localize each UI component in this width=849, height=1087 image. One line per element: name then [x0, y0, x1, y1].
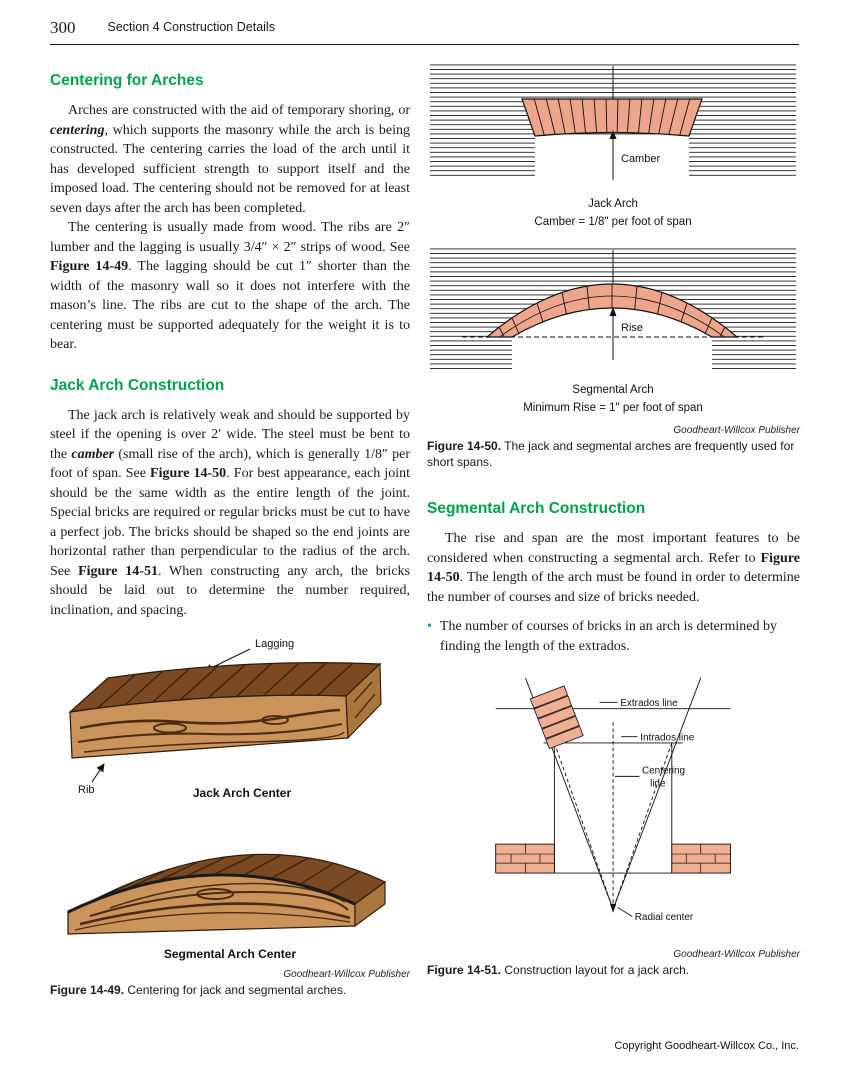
jack-arch-subtitle: Camber = 1/8" per foot of span — [534, 216, 692, 228]
centering-label-line1: Centering — [641, 765, 685, 777]
figure-14-50 — [427, 58, 800, 470]
figure-14-49-caption — [50, 983, 410, 999]
figure-14-49 — [50, 632, 410, 999]
caption-label: Figure 14-49. — [50, 983, 125, 997]
header-rule — [50, 44, 799, 45]
figure-14-50-caption — [427, 439, 800, 470]
bullet-item — [427, 617, 800, 656]
radial-center-label: Radial center — [634, 912, 693, 923]
figure-14-49-credit: Goodheart-Willcox Publisher — [283, 969, 410, 980]
bullet-text: The number of courses of bricks in an arch is determined by finding the length of the extrados. — [439, 619, 777, 654]
right-column — [427, 58, 800, 979]
caption-text: Centering for jack and segmental arches. — [124, 983, 347, 997]
caption-text: Construction layout for a jack arch. — [501, 963, 690, 977]
copyright-footer: Copyright Goodheart-Willcox Co., Inc. — [614, 1040, 799, 1052]
centering-label-line2: line — [649, 778, 666, 790]
right-pier — [671, 844, 730, 873]
bullet-marker: • — [427, 619, 432, 634]
heading-segmental-arch-construction: Segmental Arch Construction — [427, 500, 646, 517]
segmental-arch-subtitle: Minimum Rise = 1" per foot of span — [523, 402, 703, 414]
paragraph-4: The rise and span are the most important features to be considered when constructing a segmental arch. Refer to Figure 14-50. The length of the arch must be found in order to determine the number of courses and size of bricks needed. — [427, 531, 800, 605]
camber-label: Camber — [621, 153, 661, 165]
heading-jack-arch-construction: Jack Arch Construction — [50, 376, 225, 394]
figure-14-51-caption — [427, 963, 800, 979]
segmental-arch-center-title: Segmental Arch Center — [163, 947, 297, 961]
caption-text: The jack and segmental arches are frequently used for short spans. — [427, 439, 795, 469]
intrados-label: Intrados line — [639, 732, 694, 744]
figure-14-51 — [427, 672, 800, 979]
jack-arch-layout-diagram — [446, 672, 782, 944]
left-pier — [495, 844, 554, 873]
segmental-arch-center-drawing — [50, 812, 410, 964]
jack-arch-title: Jack Arch — [588, 198, 638, 210]
jack-arch-center-title: Jack Arch Center — [192, 786, 292, 800]
jack-arch-center-drawing — [50, 632, 410, 804]
rib-label: Rib — [78, 784, 95, 796]
jack-arch-drawing — [427, 58, 799, 234]
segmental-arch-title: Segmental Arch — [572, 384, 654, 396]
section-title: Section 4 Construction Details — [107, 20, 275, 34]
radial-leader — [617, 907, 631, 916]
left-column — [50, 58, 410, 999]
extrados-label: Extrados line — [619, 697, 678, 709]
rib-arrow — [92, 764, 104, 782]
layout-lines — [495, 678, 730, 909]
skewback-bricks — [530, 686, 583, 749]
page-number: 300 — [50, 18, 76, 37]
paragraph-1: Arches are constructed with the aid of temporary shoring, or centering, which supports the masonry while the arch is being constructed. The centering carries the load of the arch until it has developed sufficient strength to support itself and the imposed load. The centering should not be removed for at least seven days after the arch has been completed. — [50, 103, 410, 216]
jack-arch-bricks — [522, 99, 702, 136]
heading-centering-for-arches: Centering for Arches — [50, 72, 204, 89]
paragraph-3: The jack arch is relatively weak and should be supported by steel if the opening is over 2′ wide. The steel must be bent to the camber (small rise of the arch), which is generally 1/8″ per foot of span. See Figure 14-50. For best appearance, each joint should be the same width as the entire length of the joint. Special bricks are required or regular bricks must be cut to have a perfect job. The bricks should be shaped so the end joints are horizontal rather than perpendicular to the radius of the arch. See Figure 14-51. When constructing any arch, the bricks should be laid out to determine the number required, inclination, and spacing. — [50, 407, 410, 618]
figure-14-50-credit: Goodheart-Willcox Publisher — [673, 425, 800, 436]
radial-center-point — [609, 904, 615, 913]
figure-14-51-credit: Goodheart-Willcox Publisher — [673, 949, 800, 960]
segmental-arch-drawing — [427, 242, 799, 420]
lagging-label: Lagging — [255, 638, 295, 650]
rise-label: Rise — [621, 322, 644, 334]
caption-label: Figure 14-51. — [427, 963, 502, 977]
caption-label: Figure 14-50. — [427, 439, 502, 453]
page-header — [50, 18, 800, 38]
paragraph-2: The centering is usually made from wood. The ribs are 2″ lumber and the lagging is usually 3/4″ × 2″ strips of wood. See Figure 14-49. The lagging should be cut 1″ shorter than the width of the masonry wall so it does not interfere with the mason’s line. The ribs are cut to the shape of the arch. The centering must be supported adequately for the weight it is to bear. — [50, 220, 410, 352]
